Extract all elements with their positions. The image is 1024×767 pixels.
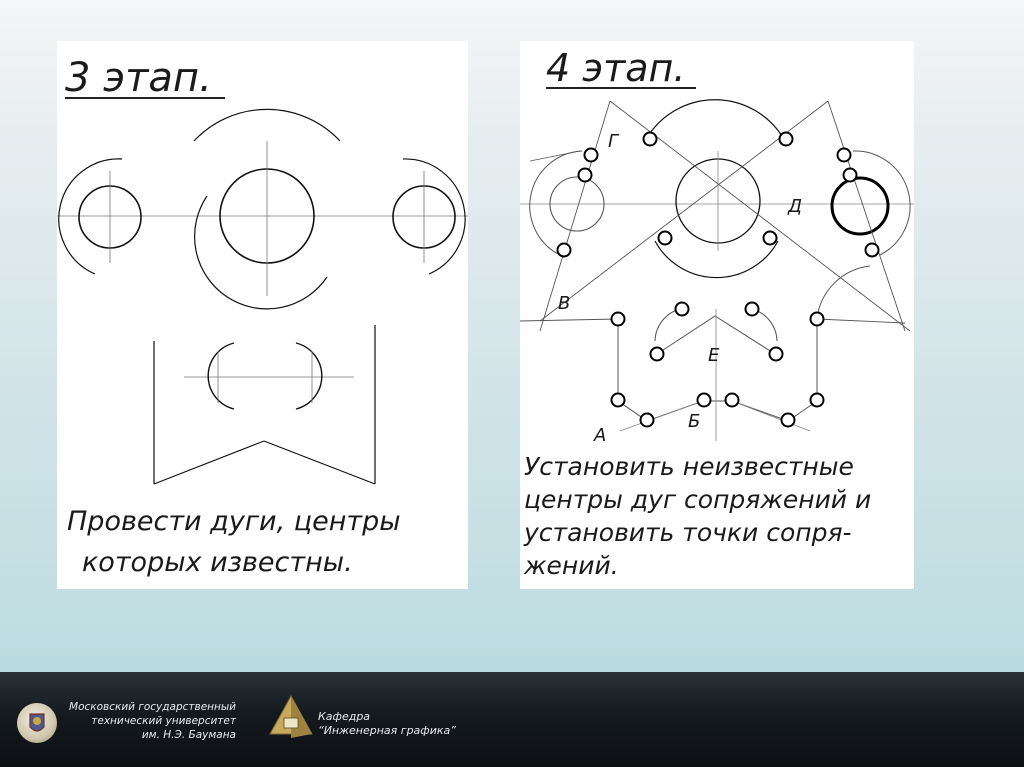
stage4-drawing <box>520 41 914 589</box>
university-line2: технический университет <box>91 715 236 727</box>
stage4-caption-line3: установить точки сопря- <box>524 518 852 547</box>
label-e: Е <box>708 345 720 366</box>
department-logo-icon <box>268 694 314 746</box>
label-g: Г <box>608 131 619 152</box>
department-line1: Кафедра <box>318 710 371 723</box>
university-line3: им. Н.Э. Баумана <box>141 729 236 741</box>
university-line1: Московский государственный <box>69 701 236 713</box>
label-b: Б <box>688 411 701 432</box>
stage4-caption-line2: центры дуг сопряжений и <box>524 485 872 514</box>
department-name <box>318 710 456 738</box>
stage3-title: 3 этап. <box>65 55 212 101</box>
stage3-panel <box>57 41 468 589</box>
stage4-panel <box>520 41 914 589</box>
stage4-caption-line1: Установить неизвестные <box>524 452 854 481</box>
stage4-caption-line4: жений. <box>524 551 619 580</box>
label-a: А <box>594 425 607 446</box>
label-d: Д <box>788 196 803 217</box>
label-v: В <box>558 293 571 314</box>
university-emblem-icon <box>17 703 57 743</box>
stage4-title: 4 этап. <box>546 46 686 90</box>
department-line2: “Инженерная графика” <box>318 724 456 737</box>
stage3-caption-line2: которых известны. <box>82 547 353 578</box>
stage3-drawing <box>57 41 468 589</box>
university-name <box>58 700 236 742</box>
stage3-caption-line1: Провести дуги, центры <box>67 506 401 537</box>
